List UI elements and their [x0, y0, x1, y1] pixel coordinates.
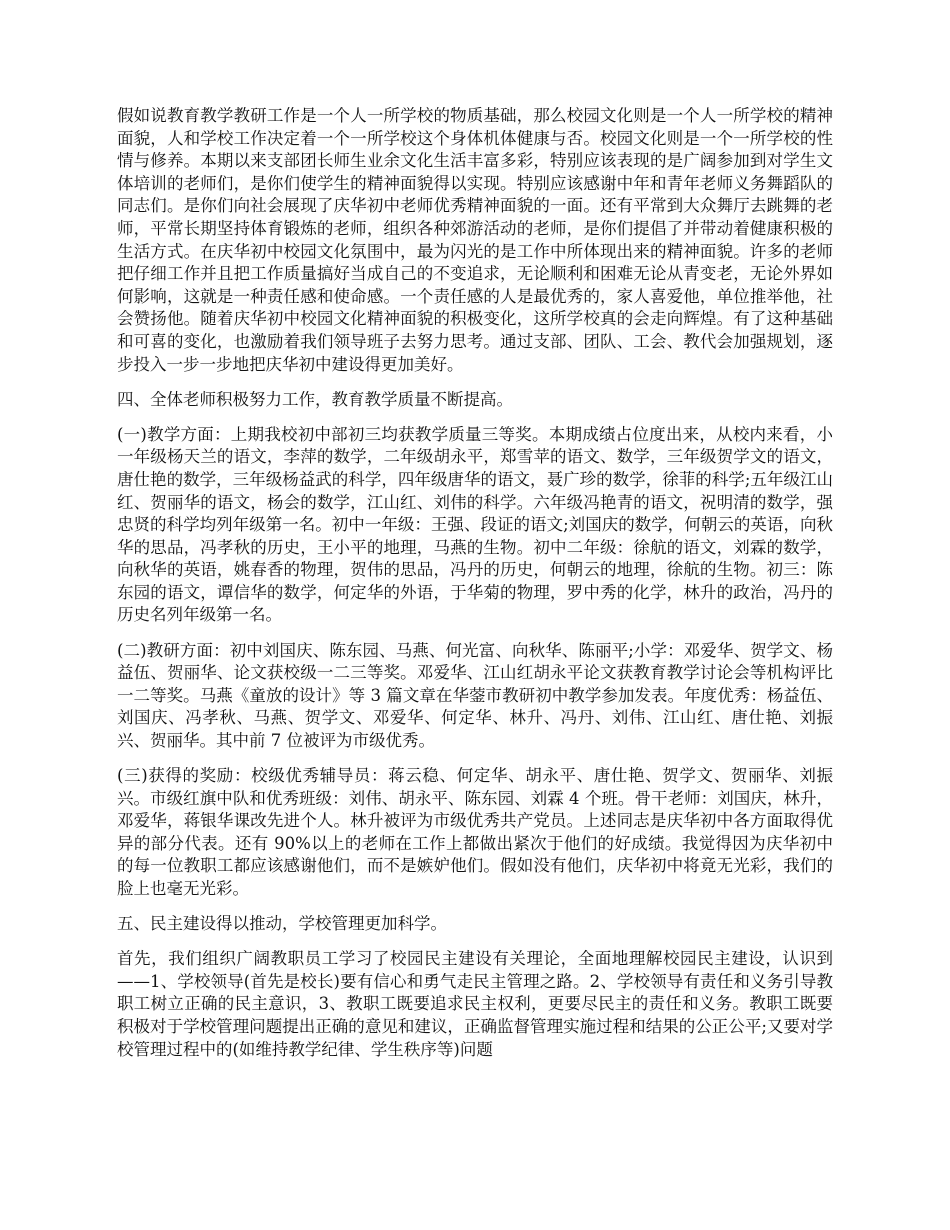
paragraph-teaching: (一)教学方面：上期我校初中部初三均获教学质量三等奖。本期成绩占位度出来，从校内来看，小一年级杨天兰的语文，李萍的数学，二年级胡永平，郑雪苹的语文、数学，三年级贺学文的语文，唐仕艳的数学，三年级杨益武的科学，四年级唐华的语文，聂广珍的数学，徐菲的科学;五年级江山红、贺丽华的语文，杨会的数学，江山红、刘伟的科学。六年级冯艳青的语文，祝明清的数学，强忠贤的科学均列年级第一名。初中一年级：王强、段证的语文;刘国庆的数学，何朝云的英语，向秋华的思品，冯孝秋的历史，王小平的地理，马燕的生物。初中二年级：徐航的语文，刘霖的数学，向秋华的英语，姚春香的物理，贺伟的思品，冯丹的历史，何朝云的地理，徐航的生物。初三：陈东园的语文，谭信华的数学，何定华的外语，于华菊的物理，罗中秀的化学，林升的政治，冯丹的历史名列年级第一名。	[117, 424, 833, 625]
section-heading-four: 四、全体老师积极努力工作，教育教学质量不断提高。	[117, 389, 513, 409]
section-heading-five: 五、民主建设得以推动，学校管理更加科学。	[117, 914, 447, 934]
paragraph-democracy: 首先，我们组织广阔教职员工学习了校园民主建设有关理论，全面地理解校园民主建设，认识到——1、学校领导(首先是校长)要有信心和勇气走民主管理之路。2、学校领导有责任和义务引导教职工树立正确的民主意识，3、教职工既要追求民主权利，更要尽民主的责任和义务。教职工既要积极对于学校管理问题提出正确的意见和建议，正确监督管理实施过程和结果的公正公平;又要对学校管理过程中的(如维持教学纪律、学生秩序等)问题	[117, 949, 833, 1059]
document-body	[117, 105, 833, 1074]
paragraph-awards: (三)获得的奖励：校级优秀辅导员：蒋云稳、何定华、胡永平、唐仕艳、贺学文、贺丽华、刘振兴。市级红旗中队和优秀班级：刘伟、胡永平、陈东园、刘霖 4 个班。骨干老师：刘国庆，林升，邓爱华，蒋银华课改先进个人。林升被评为市级优秀共产党员。上述同志是庆华初中各方面取得优异的部分代表。还有 90%以上的老师在工作上都做出紧次于他们的好成绩。我觉得因为庆华初中的每一位教职工都应该感谢他们，而不是嫉妒他们。假如没有他们，庆华初中将竟无光彩，我们的脸上也毫无光彩。	[117, 766, 833, 898]
paragraph-research: (二)教研方面：初中刘国庆、陈东园、马燕、何光富、向秋华、陈丽平;小学：邓爱华、贺学文、杨益伍、贺丽华、论文获校级一二三等奖。邓爱华、江山红胡永平论文获教育教学讨论会等机构评比一二等奖。马燕《童放的设计》等 3 篇文章在华蓥市教研初中教学参加发表。年度优秀：杨益伍、刘国庆、冯孝秋、马燕、贺学文、邓爱华、何定华、林升、冯丹、刘伟、江山红、唐仕艳、刘振兴、贺丽华。其中前 7 位被评为市级优秀。	[117, 640, 833, 750]
paragraph-campus-culture: 假如说教育教学教研工作是一个人一所学校的物质基础，那么校园文化则是一个人一所学校的精神面貌，人和学校工作决定着一个一所学校这个身体机体健康与否。校园文化则是一个一所学校的性情与修养。本期以来支部团长师生业余文化生活丰富多彩，特别应该表现的是广阔参加到对学生文体培训的老师们，是你们使学生的精神面貌得以实现。特别应该感谢中年和青年老师义务舞蹈队的同志们。是你们向社会展现了庆华初中老师优秀精神面貌的一面。还有平常到大众舞厅去跳舞的老师，平常长期坚持体育锻炼的老师，组织各种郊游活动的老师，是你们提倡了并带动着健康积极的生活方式。在庆华初中校园文化氛围中，最为闪光的是工作中所体现出来的精神面貌。许多的老师把仔细工作并且把工作质量搞好当成自己的不变追求，无论顺利和困难无论从青变老，无论外界如何影响，这就是一种责任感和使命感。一个责任感的人是最优秀的，家人喜爱他，单位推举他，社会赞扬他。随着庆华初中校园文化精神面貌的积极变化，这所学校真的会走向辉煌。有了这种基础和可喜的变化，也激励着我们领导班子去努力思考。通过支部、团队、工会、教代会加强规划，逐步投入一步一步地把庆华初中建设得更加美好。	[117, 106, 833, 374]
